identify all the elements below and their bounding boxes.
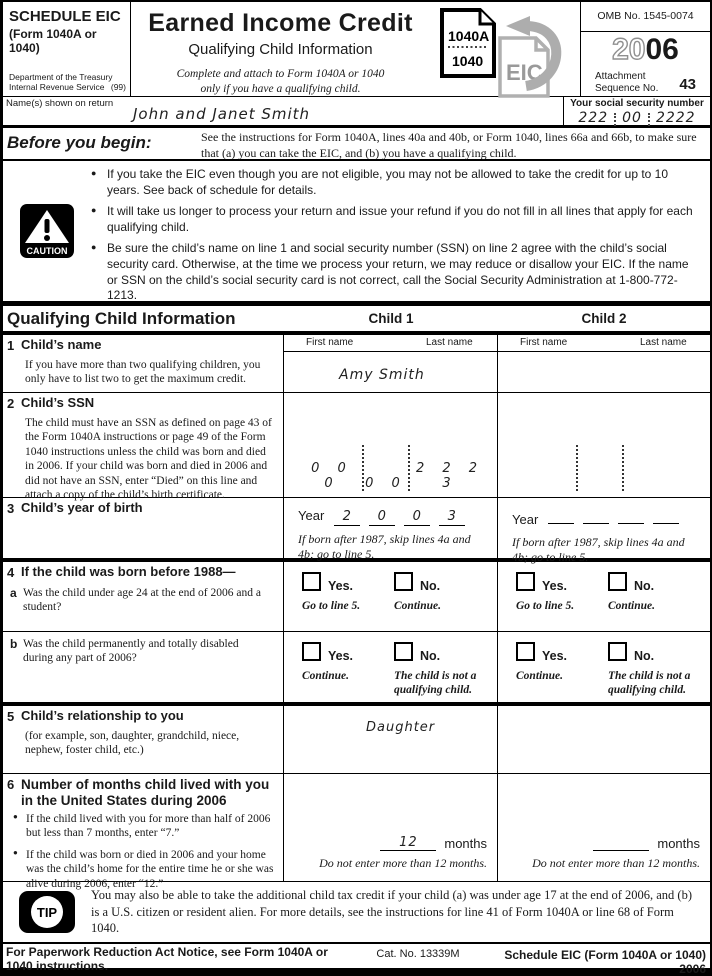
header-left-block: [3, 2, 131, 96]
form-header: [3, 2, 710, 97]
line6-bullet: ● If the child was born or died in 2006 and your home was the child’s home for the entire time he or she was alive during 2006, enter “12.”: [13, 848, 277, 891]
year-label: Year: [298, 508, 325, 523]
caution-icon: [19, 203, 75, 259]
line6-bullets: [13, 812, 277, 891]
child2-4b-yes-note: Continue.: [516, 670, 563, 682]
child2-birth-note: If born after 1987, skip lines 4a and 4b; go to line 5.: [512, 535, 685, 564]
child2-last-name-label: Last name: [640, 337, 687, 348]
before-you-begin: [3, 128, 710, 161]
child1-months-note: Do not enter more than 12 months.: [319, 856, 487, 870]
child1-4a-no-checkbox[interactable]: [394, 572, 413, 591]
form-footer: [3, 942, 710, 976]
line4b-row: [3, 632, 710, 702]
caution-bullet: ● Be sure the child’s name on line 1 and social security number (SSN) on line 2 agree with the child’s social security card. Otherwise, at the time we process your return, we may reduce or disallow your EIC. If the name or SSN on the child’s social security card is not correct, call the Social Security Administration at 1-800-772-1213.: [91, 241, 700, 303]
child2-4a-yes-checkbox[interactable]: [516, 572, 535, 591]
caution-bullets: [91, 161, 710, 301]
dept-line1: Department of the Treasury: [9, 71, 113, 82]
line4b-question: Was the child permanently and totally disabled during any part of 2006?: [23, 638, 239, 665]
child2-column-header: Child 2: [581, 311, 627, 326]
line2-title: Child’s SSN: [21, 395, 95, 410]
header-center-block: [131, 2, 580, 96]
child2-first-name-label: First name: [520, 337, 568, 348]
line5-row: [3, 706, 710, 774]
child2-months-field[interactable]: [593, 835, 649, 851]
child1-4a-yes-note: Go to line 5.: [302, 600, 361, 612]
line4a-row: [3, 562, 710, 632]
line5-desc: (for example, son, daughter, grandchild, niece, nephew, foster child, etc.): [25, 730, 240, 757]
no-label: No.: [420, 648, 441, 663]
line4b-letter: b: [10, 637, 18, 651]
tax-year: 2006: [612, 33, 679, 66]
caution-section: [3, 161, 710, 301]
child2-4b-no-checkbox[interactable]: [608, 642, 627, 661]
child2-4b-no-note: The child is not a qualifying child.: [608, 670, 691, 696]
caution-bullet: ● It will take us longer to process your return and issue your refund if you do not fill in all lines that apply for each qualifying child.: [91, 204, 700, 235]
child1-4b-no-note: The child is not a qualifying child.: [394, 670, 477, 696]
before-heading: Before you begin:: [7, 133, 152, 152]
line4-title: If the child was born before 1988—: [21, 564, 236, 579]
name-label: Name(s) shown on return: [6, 98, 114, 109]
line5-number: 5: [7, 709, 15, 724]
child2-ssn-field[interactable]: [516, 445, 704, 491]
child2-4a-no-checkbox[interactable]: [608, 572, 627, 591]
name-ssn-row: [3, 97, 710, 125]
line6-number: 6: [7, 777, 15, 792]
tip-icon: [18, 890, 76, 934]
child1-4b-no-checkbox[interactable]: [394, 642, 413, 661]
tip-section: [3, 882, 710, 942]
qualifying-child-header: [3, 306, 710, 331]
line3-number: 3: [7, 501, 15, 516]
header-right-block: [580, 2, 710, 96]
line3-title: Child’s year of birth: [21, 500, 143, 515]
line6-bullet: ● If the child lived with you for more than half of 2006 but less than 7 months, enter “7.”: [13, 812, 277, 841]
child1-4a-no-note: Continue.: [394, 600, 441, 612]
svg-text:EIC: EIC: [506, 60, 543, 85]
line4a-letter: a: [10, 586, 17, 600]
name-field[interactable]: John and Janet Smith: [133, 105, 311, 123]
line5-title: Child’s relationship to you: [21, 708, 184, 723]
form-number: (Form 1040A or 1040): [9, 27, 97, 55]
department-lines: [9, 72, 126, 93]
child2-4b-yes-checkbox[interactable]: [516, 642, 535, 661]
ssn-box: [563, 97, 710, 125]
schedule-title: SCHEDULE EIC: [9, 8, 121, 25]
ssn-field[interactable]: 222 00 2222: [578, 110, 696, 126]
catalog-number: Cat. No. 13339M: [376, 948, 460, 960]
eic-forms-icon: [436, 6, 574, 98]
svg-text:TIP: TIP: [36, 905, 58, 920]
child1-first-name-label: First name: [306, 337, 354, 348]
child1-relationship-field[interactable]: Daughter: [366, 720, 436, 735]
line2-desc: The child must have an SSN as defined on page 43 of the Form 1040A instructions or page 49 of the Form 1040 instructions unless the child was born and died in 2006. If your child was born and died in 2006 and did not have an SSN, enter “Died” on this line and attach a copy of the child’s birth certificate.: [25, 417, 272, 501]
child2-4a-no-note: Continue.: [608, 600, 655, 612]
omb-number: OMB No. 1545-0074: [581, 2, 710, 32]
schedule-footer-title: Schedule EIC (Form 1040A or 1040) 2006: [504, 948, 706, 976]
line1-row: [3, 335, 710, 393]
line1-desc: If you have more than two qualifying children, you only have to list two to get the maximum credit.: [25, 359, 261, 386]
svg-text:1040: 1040: [452, 53, 484, 69]
svg-text:1040A: 1040A: [448, 28, 490, 44]
dept-line2: Internal Revenue Service (99): [9, 82, 126, 93]
line3-row: [3, 498, 710, 564]
child2-4a-yes-note: Go to line 5.: [516, 600, 575, 612]
no-label: No.: [634, 648, 655, 663]
child2-year-field[interactable]: [498, 498, 710, 529]
line4-number: 4: [7, 565, 15, 580]
months-label: months: [657, 836, 700, 851]
child1-last-name-label: Last name: [426, 337, 473, 348]
line1-title: Child’s name: [21, 337, 102, 352]
page-title: Earned Income Credit: [148, 9, 413, 37]
child1-column-header: Child 1: [368, 311, 414, 326]
yes-label: Yes.: [542, 578, 568, 593]
attachment-sequence: Attachment Sequence No. 43: [595, 71, 696, 94]
child1-4b-yes-checkbox[interactable]: [302, 642, 321, 661]
no-label: No.: [420, 578, 441, 593]
line2-row: [3, 393, 710, 501]
child1-4b-yes-note: Continue.: [302, 670, 349, 682]
line6-row: [3, 774, 710, 890]
before-text: See the instructions for Form 1040A, lines 40a and 40b, or Form 1040, lines 66a and 66b, to make sure that (a) you can take the EIC, and (b) you have a qualifying child.: [201, 130, 697, 160]
page-bottom-border: [3, 968, 710, 976]
child1-birth-note: If born after 1987, skip lines 4a and 4b; go to line 5.: [298, 532, 471, 561]
attach-instruction: Complete and attach to Form 1040A or 1040 only if you have a qualifying child.: [176, 68, 385, 95]
section-title: Qualifying Child Information: [7, 308, 236, 328]
line4a-question: Was the child under age 24 at the end of 2006 and a student?: [23, 587, 261, 614]
no-label: No.: [634, 578, 655, 593]
yes-label: Yes.: [328, 648, 354, 663]
months-label: months: [444, 836, 487, 851]
line2-number: 2: [7, 396, 15, 411]
caution-bullet: ● If you take the EIC even though you are not eligible, you may not be allowed to take the credit for up to 10 years. See back of schedule for details.: [91, 167, 700, 198]
child1-ssn-field[interactable]: 0 0 0 0 0 2 2 2 3: [302, 445, 490, 491]
line1-number: 1: [7, 338, 15, 353]
svg-text:CAUTION: CAUTION: [26, 246, 68, 256]
ssn-label: Your social security number: [570, 98, 704, 109]
attachment-number: 43: [679, 76, 696, 93]
child1-4a-yes-checkbox[interactable]: [302, 572, 321, 591]
tip-text: You may also be able to take the additional child tax credit if your child (a) was under age 17 at the end of 2006, and (b) is a U.S. citizen or resident alien. For more details, see the instructions for line 41 of Form 1040A or line 68 of Form 1040.: [91, 887, 692, 936]
yes-label: Yes.: [542, 648, 568, 663]
year-label: Year: [512, 512, 539, 527]
child2-months-note: Do not enter more than 12 months.: [532, 856, 700, 870]
yes-label: Yes.: [328, 578, 354, 593]
child1-year-field[interactable]: Year 2 0 0 3: [284, 498, 497, 526]
child1-months-field[interactable]: 12: [380, 835, 436, 851]
child1-name-field[interactable]: Amy Smith: [339, 367, 425, 383]
dept-code: (99): [110, 82, 126, 93]
line6-title: Number of months child lived with you in the United States during 2006: [21, 777, 270, 808]
page-subtitle: Qualifying Child Information: [188, 41, 373, 58]
paperwork-notice: For Paperwork Reduction Act Notice, see Form 1040A or 1040 instructions.: [6, 945, 328, 973]
